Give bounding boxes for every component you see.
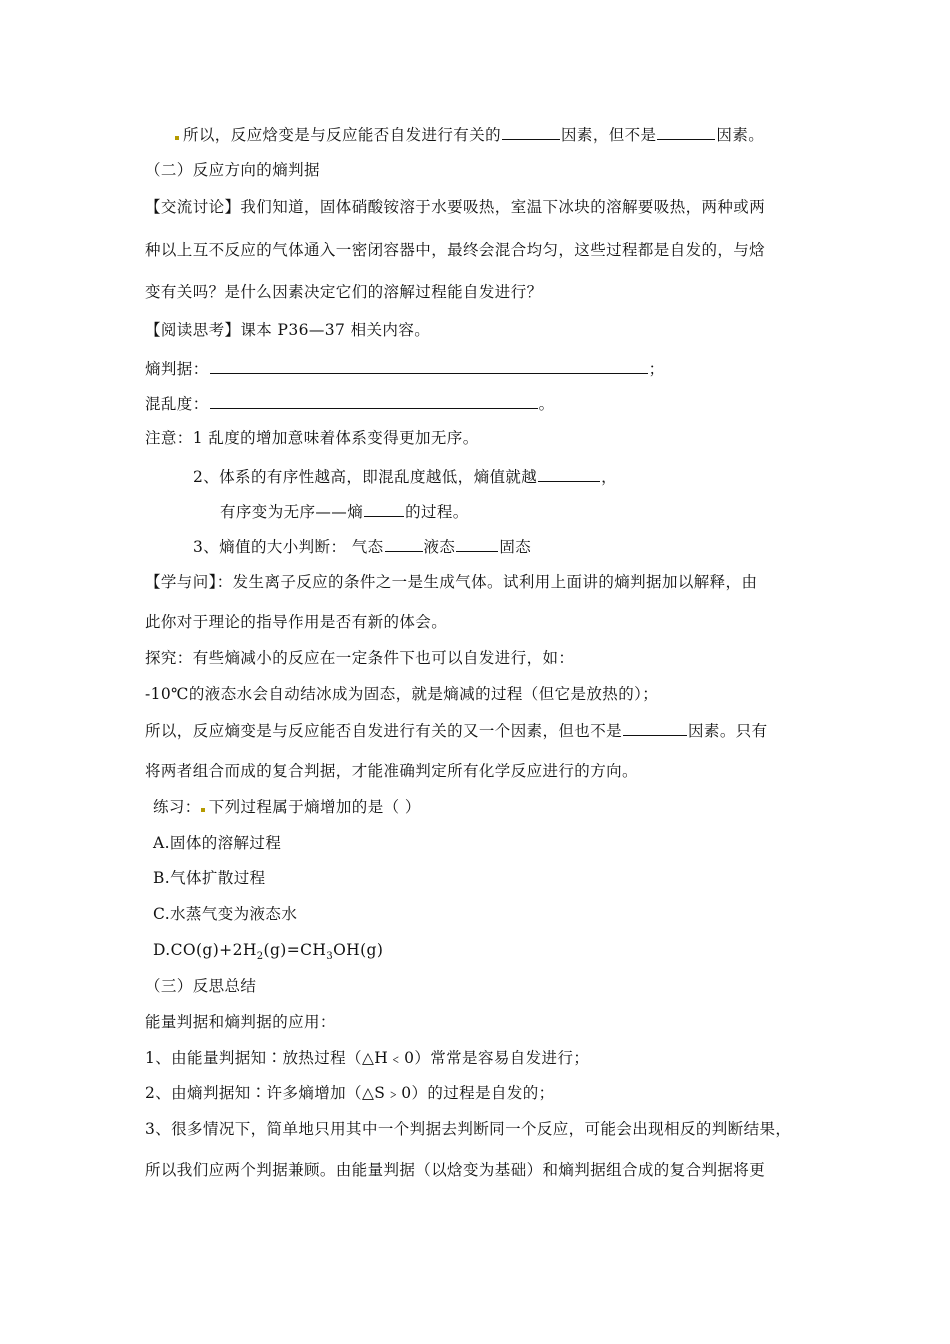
- answer-blank[interactable]: [364, 500, 404, 517]
- marker-dot: [201, 808, 205, 812]
- marker-dot: [175, 136, 179, 140]
- paragraph-discussion-line: 变有关吗？是什么因素决定它们的溶解过程能自发进行？: [145, 283, 543, 301]
- note-line-2b: 有序变为无序——熵 的过程。: [220, 500, 469, 522]
- section-heading-entropy: （二）反应方向的熵判据: [145, 161, 320, 179]
- answer-blank[interactable]: [502, 123, 560, 140]
- line-disorder: 混乱度： 。: [145, 392, 555, 414]
- summary-intro: 能量判据和熵判据的应用：: [145, 1013, 336, 1031]
- answer-blank[interactable]: [538, 465, 600, 482]
- paragraph-discussion-line: 种以上互不反应的气体通入一密闭容器中，最终会混合均匀，这些过程都是自发的，与焓: [145, 241, 766, 259]
- option-b[interactable]: B.气体扩散过程: [153, 869, 266, 887]
- exercise-question: 练习： 下列过程属于熵增加的是（ ）: [153, 798, 421, 816]
- answer-blank[interactable]: [657, 123, 715, 140]
- option-c[interactable]: C.水蒸气变为液态水: [153, 905, 298, 923]
- note-line-1: 注意：1 乱度的增加意味着体系变得更加无序。: [145, 429, 479, 447]
- answer-blank[interactable]: [385, 535, 423, 552]
- reading-task: 【阅读思考】课本 P36—37 相关内容。: [145, 321, 431, 339]
- option-a[interactable]: A.固体的溶解过程: [153, 834, 282, 852]
- note-line-3: 3、熵值的大小判断： 气态 液态 固态: [193, 535, 531, 557]
- line-entropy-criterion: 熵判据： ；: [145, 357, 665, 379]
- option-d[interactable]: $D.CO(g)+2H_2(g)=CH_3OH(g)$: [153, 941, 384, 963]
- answer-blank[interactable]: [210, 357, 648, 374]
- answer-blank[interactable]: [210, 392, 538, 409]
- summary-point-3: 3、很多情况下，简单地只用其中一个判据去判断同一个反应，可能会出现相反的判断结果，: [145, 1120, 792, 1138]
- section-heading-summary: （三）反思总结: [145, 977, 257, 995]
- explore-line: 探究：有些熵减小的反应在一定条件下也可以自发进行，如：: [145, 649, 575, 667]
- line-entropy-conclusion: 所以，反应熵变是与反应能否自发进行有关的又一个因素，但也不是 因素。只有: [145, 719, 768, 741]
- conclusion-line: 将两者组合而成的复合判据，才能准确判定所有化学反应进行的方向。: [145, 762, 638, 780]
- paragraph-discussion-line: 【交流讨论】我们知道，固体硝酸铵溶于水要吸热，室温下冰块的溶解要吸热，两种或两: [145, 198, 766, 216]
- paragraph-learn-ask-line: 【学与问】：发生离子反应的条件之一是生成气体。试利用上面讲的熵判据加以解释，由: [145, 573, 758, 591]
- line-enthalpy-conclusion: 所以，反应焓变是与反应能否自发进行有关的 因素，但不是 因素。: [175, 123, 764, 145]
- answer-blank[interactable]: [456, 535, 498, 552]
- summary-point-2: 2、由熵判据知∶许多熵增加（△S﹥0）的过程是自发的；: [145, 1084, 555, 1102]
- summary-point-3-cont: 所以我们应两个判据兼顾。由能量判据（以焓变为基础）和熵判据组合成的复合判据将更: [145, 1161, 766, 1179]
- example-line: -10℃的液态水会自动结冰成为固态，就是熵减的过程（但它是放热的）；: [145, 685, 659, 703]
- summary-point-1: 1、由能量判据知∶放热过程（△H﹤0）常常是容易自发进行；: [145, 1049, 590, 1067]
- note-line-2: 2、体系的有序性越高，即混乱度越低，熵值就越 ，: [193, 465, 617, 487]
- answer-blank[interactable]: [623, 719, 687, 736]
- paragraph-learn-ask-line: 此你对于理论的指导作用是否有新的体会。: [145, 613, 448, 631]
